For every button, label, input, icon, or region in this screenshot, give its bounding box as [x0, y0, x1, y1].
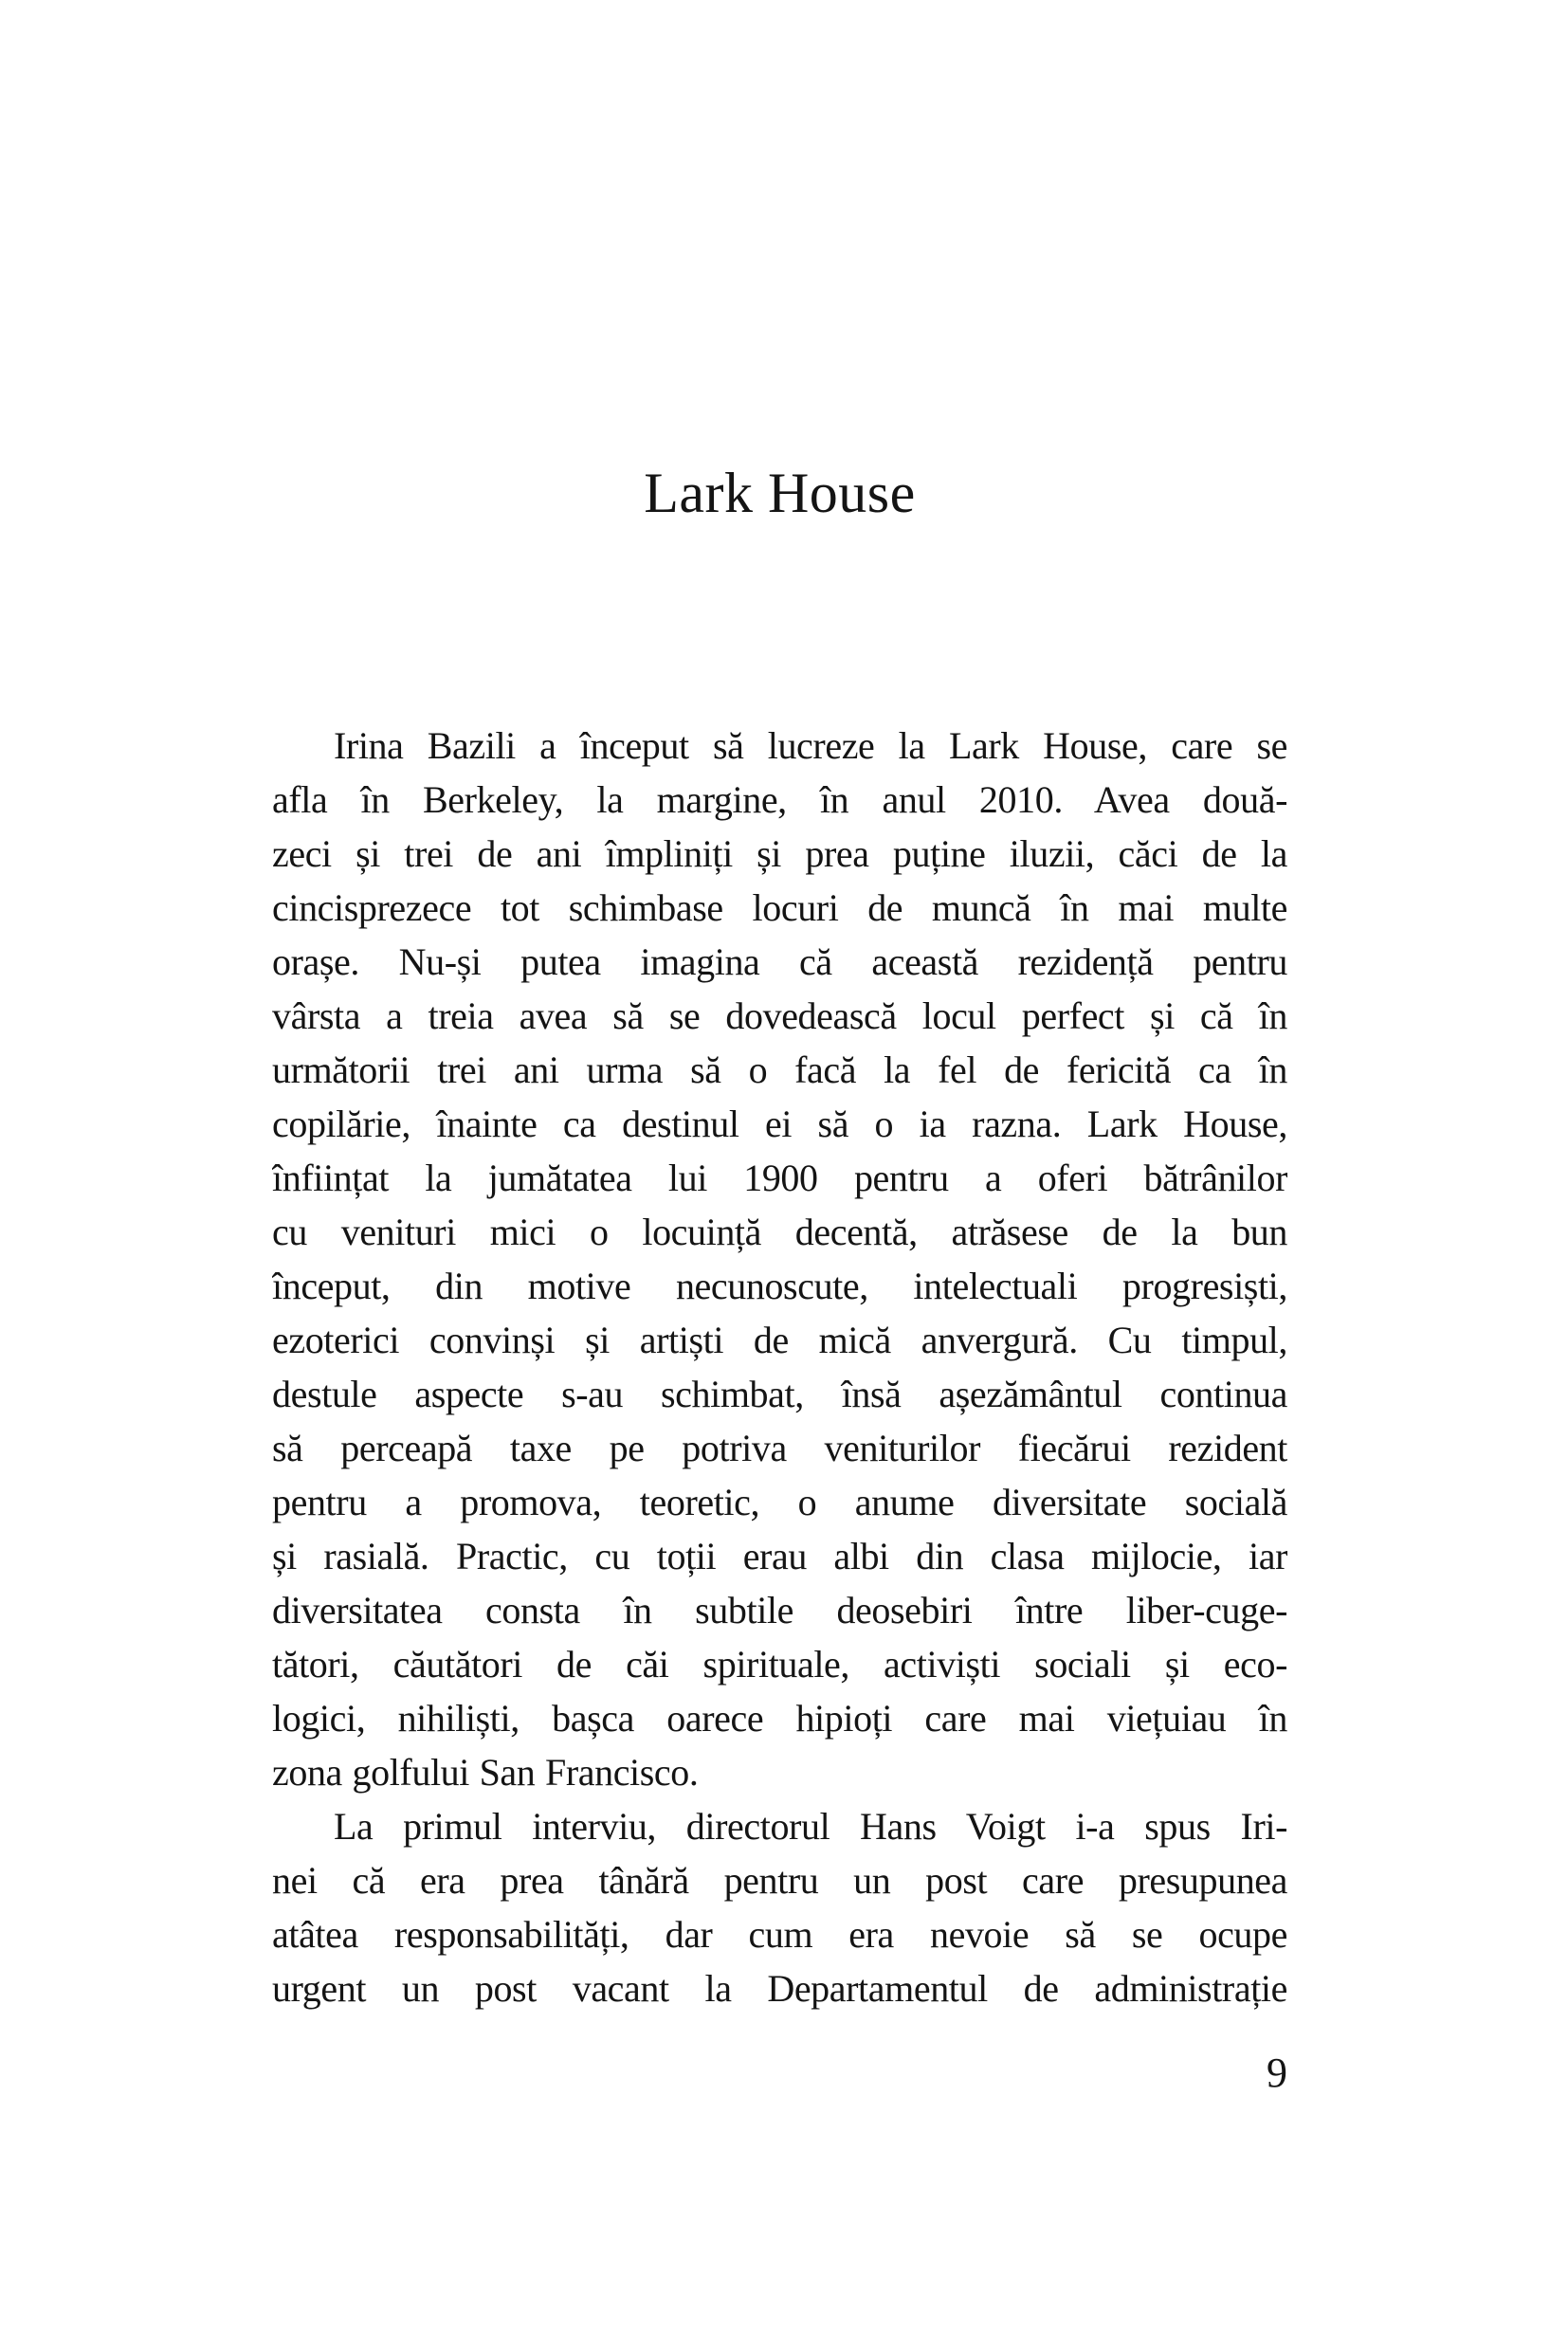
text-line: înființat la jumătatea lui 1900 pentru a oferi bătrânilor	[272, 1157, 1287, 1199]
text-line: și rasială. Practic, cu toții erau albi din clasa mijlocie, iar	[272, 1535, 1287, 1577]
text-line: să perceapă taxe pe potriva veniturilor fiecărui rezident	[272, 1427, 1287, 1469]
text-line: copilărie, înainte ca destinul ei să o ia razna. Lark House,	[272, 1103, 1287, 1145]
text-line: pentru a promova, teoretic, o anume diversitate socială	[272, 1481, 1287, 1523]
text-line: orașe. Nu-și putea imagina că această rezidență pentru	[272, 940, 1287, 983]
text-line: atâtea responsabilități, dar cum era nevoie să se ocupe	[272, 1913, 1287, 1956]
body-text	[272, 719, 1287, 2015]
text-line: vârsta a treia avea să se dovedească locul perfect și că în	[272, 994, 1287, 1037]
text-line: afla în Berkeley, la margine, în anul 2010. Avea două-	[272, 778, 1287, 821]
text-line: început, din motive necunoscute, intelectuali progresiști,	[272, 1265, 1287, 1307]
text-line: cu venituri mici o locuință decentă, atrăsese de la bun	[272, 1211, 1287, 1253]
chapter-title: Lark House	[644, 462, 916, 525]
text-line: La primul interviu, directorul Hans Voigt i-a spus Iri-	[334, 1805, 1287, 1848]
text-line: ezoterici convinși și artiști de mică anvergură. Cu timpul,	[272, 1319, 1287, 1361]
text-line: zeci și trei de ani împliniți și prea puține iluzii, căci de la	[272, 832, 1287, 875]
text-line: zona golfului San Francisco.	[272, 1751, 699, 1794]
text-line: cincisprezece tot schimbase locuri de muncă în mai multe	[272, 886, 1287, 929]
paragraph	[272, 1799, 1287, 2015]
text-line: tători, căutători de căi spirituale, activiști sociali și eco-	[272, 1643, 1287, 1686]
text-line: nei că era prea tânără pentru un post care presupunea	[272, 1859, 1287, 1902]
text-line: diversitatea consta în subtile deosebiri între liber-cuge-	[272, 1589, 1287, 1631]
text-line: destule aspecte s-au schimbat, însă așezământul continua	[272, 1373, 1287, 1415]
paragraph	[272, 719, 1287, 1799]
text-line: următorii trei ani urma să o facă la fel de fericită ca în	[272, 1048, 1287, 1091]
text-line: logici, nihiliști, bașca oarece hipioți care mai viețuiau în	[272, 1697, 1287, 1740]
text-line: urgent un post vacant la Departamentul de administrație	[272, 1967, 1287, 2010]
text-line: Irina Bazili a început să lucreze la Lark House, care se	[334, 724, 1287, 767]
page-number: 9	[1267, 2050, 1287, 2096]
